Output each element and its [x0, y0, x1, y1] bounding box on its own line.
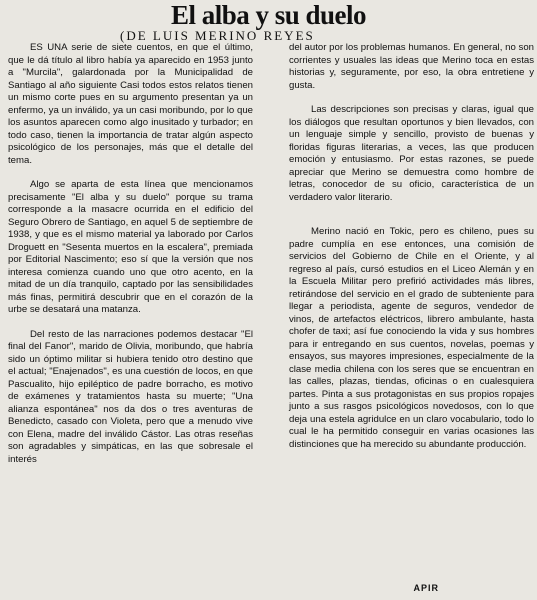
left-column	[8, 42, 253, 478]
paragraph: del autor por los problemas humanos. En general, no son corrientes y usuales las ideas que Merino toca en estas historias y, seguramente, por eso, la obra entretiene y gusta.	[289, 42, 534, 91]
right-column	[289, 42, 534, 463]
paragraph: Algo se aparta de esta línea que mencionamos precisamente "El alba y su duelo" porque su trama corresponde a la masacre ocurrida en el edificio del Seguro Obrero de Santiago, en aquel 5 de septiembre de 1938, y que es el mismo material ya laborado por Carlos Droguett en "Sesenta muertos en la escalera", premiada por Editorial Nascimento; eso sí que la versión que nos interesa comienza cuando uno que otro acento, en la mitad de un día tranquilo, captado por las sensibilidades más finas, permitirá descubrir que en el corazón de la urbe se desatará una matanza.	[8, 179, 253, 315]
article-byline: (DE LUIS MERINO REYES	[120, 28, 315, 43]
paragraph: Merino nació en Tokic, pero es chileno, pues su padre cumplía en ese entonces, una comisión de servicios del Gobierno de Chile en el Oriente, y al regreso al país, cursó estudios en el Liceo Alemán y en la Escuela Militar pero prefirió actividades más libres, retirándose del servicio en el grado de subteniente para llegar a periodista, agente de seguros, vendedor de vinos, de artefactos eléctricos, librero ambulante, hasta chofer de taxi; así fue conociendo la vida y sus hombres para ir entregando en sus cuentos, novelas, poemas y ensayos, sus mayores impresiones, especialmente de la clase media chilena con los seres que se encuentran en las calles, plazas, tiendas, oficinas o en cualesquiera partes. Pinta a sus protagonistas en sus propios ropajes junto a sus rasgos psicológicos novedosos, con lo que deja una estela agridulce en un claro vocabulario, todo lo cual le ha permitido conseguir en varias ocasiones las distinciones que ha merecido su abundante producción.	[289, 226, 534, 450]
article-title: El alba y su duelo	[170, 0, 367, 30]
author-signature: APIR	[413, 583, 439, 593]
paragraph: Las descripciones son precisas y claras, igual que los diálogos que resultan oportunos y bien llevados, con un lenguaje simple y sencillo, provisto de buenas y floridas figuras literarias, a veces, las que producen emoción y entusiasmo. Por estas razones, se puede apreciar que Merino se demuestra como hombre de letras, conocedor de su oficio, característica de un verdadero valor literario.	[289, 104, 534, 203]
paragraph: Del resto de las narraciones podemos destacar "El final del Fanor", marido de Olivia, moribundo, que habría sido un óptimo militar si hubiera tenido otro destino que el actual; "Enajenados", es una cuestión de locos, en que Pascualito, hijo epiléptico de padre borracho, es motivo de exámenes y tratamientos hasta su muerte; "Una alianza espontánea" nos da dos o tres aventuras de Benedicto, casado con Violeta, pero que a menudo vive con Elena, madre del inválido Cástor. Las otras reseñas son agradables y simpáticas, en las que sobresale el interés	[8, 328, 253, 465]
paragraph: ES UNA serie de siete cuentos, en que el último, que le dá título al libro había ya aparecido en 1953 junto a "Murcila", galardonada por la Municipalidad de Santiago al año siguiente Casi todos estos relatos tienen un mismo corte pues en su argumento presentan ya un enfermo, ya un inválido, ya un casi moribundo, por lo que los asuntos aparecen como algo inusitado y turbador; en todo caso, tienen la importancia de tratar algún aspecto psicológico de los personajes, más que el detalle del tema.	[8, 42, 253, 166]
